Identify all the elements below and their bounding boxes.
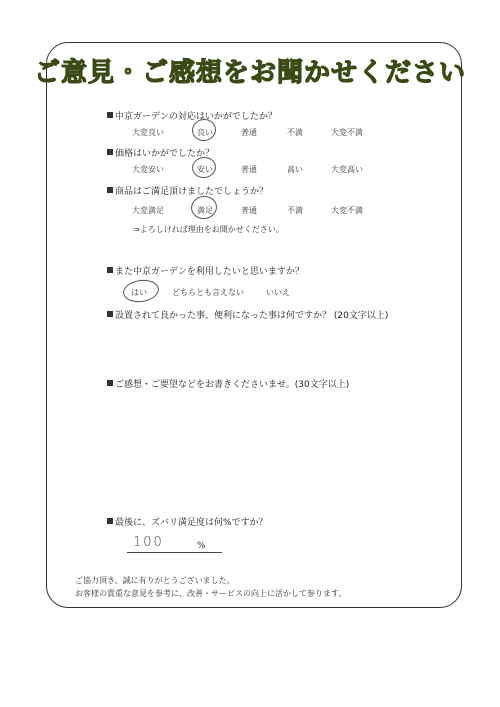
q1-option-2[interactable]: 良い [197,128,213,137]
survey-title: ご意見・ご感想をお聞かせください [33,58,466,88]
q3-option-2[interactable]: 満足 [197,206,213,215]
question-4-text: また中京ガーデンを利用したいと思いますか？ [115,267,304,277]
satisfaction-answer[interactable]: 100 [133,535,164,550]
question-1-text: 中京ガーデンの対応はいかがでしたか？ [115,112,277,122]
question-7-text: 最後に、ズバリ満足度は何%ですか？ [115,518,268,528]
question-4 [107,264,304,277]
footer-thanks: ご協力頂き、誠に有りがとうございました。 [75,576,235,585]
q4-option-1[interactable]: はい [131,288,147,297]
answer-underline [127,552,222,553]
q4-option-3[interactable]: いいえ [266,288,290,297]
square-bullet-icon [107,380,113,386]
square-bullet-icon [107,187,113,193]
square-bullet-icon [107,518,113,524]
q3-option-3[interactable]: 普通 [241,206,257,215]
q4-option-2[interactable]: どちらとも言えない [172,288,244,297]
square-bullet-icon [107,267,113,273]
q2-option-3[interactable]: 普通 [241,165,257,174]
q2-option-4[interactable]: 高い [287,165,303,174]
q3-option-5[interactable]: 大変不満 [331,206,363,215]
q2-option-1[interactable]: 大変安い [132,165,164,174]
square-bullet-icon [107,311,113,317]
q2-option-5[interactable]: 大変高い [331,165,363,174]
question-3 [107,184,268,197]
q1-option-4[interactable]: 不満 [287,128,303,137]
question-2-text: 価格はいかがでしたか？ [115,149,215,159]
question-5 [107,308,388,321]
q1-option-3[interactable]: 普通 [241,128,257,137]
square-bullet-icon [107,149,113,155]
question-5-text: 設置されて良かった事、便利になった事は何ですか？ (20文字以上) [115,311,389,321]
square-bullet-icon [107,112,113,118]
question-2 [107,146,214,159]
q3-reason-note: ⇒よろしければ理由をお聞かせください。 [133,225,284,234]
q2-option-2[interactable]: 安い [197,165,213,174]
question-6 [107,377,349,390]
q1-option-5[interactable]: 大変不満 [331,128,363,137]
question-1 [107,109,277,122]
question-3-text: 商品はご満足頂けましたでしょうか？ [115,187,269,197]
question-6-text: ご感想・ご要望などをお書きくださいませ。(30文字以上) [115,380,350,390]
percent-unit: % [197,541,206,551]
footer-message: お客様の貴重な意見を参考に、改善・サービスの向上に活かして参ります。 [75,589,347,598]
q3-option-4[interactable]: 不満 [287,206,303,215]
q3-option-1[interactable]: 大変満足 [132,206,164,215]
question-7 [107,515,268,528]
q1-option-1[interactable]: 大変良い [132,128,164,137]
